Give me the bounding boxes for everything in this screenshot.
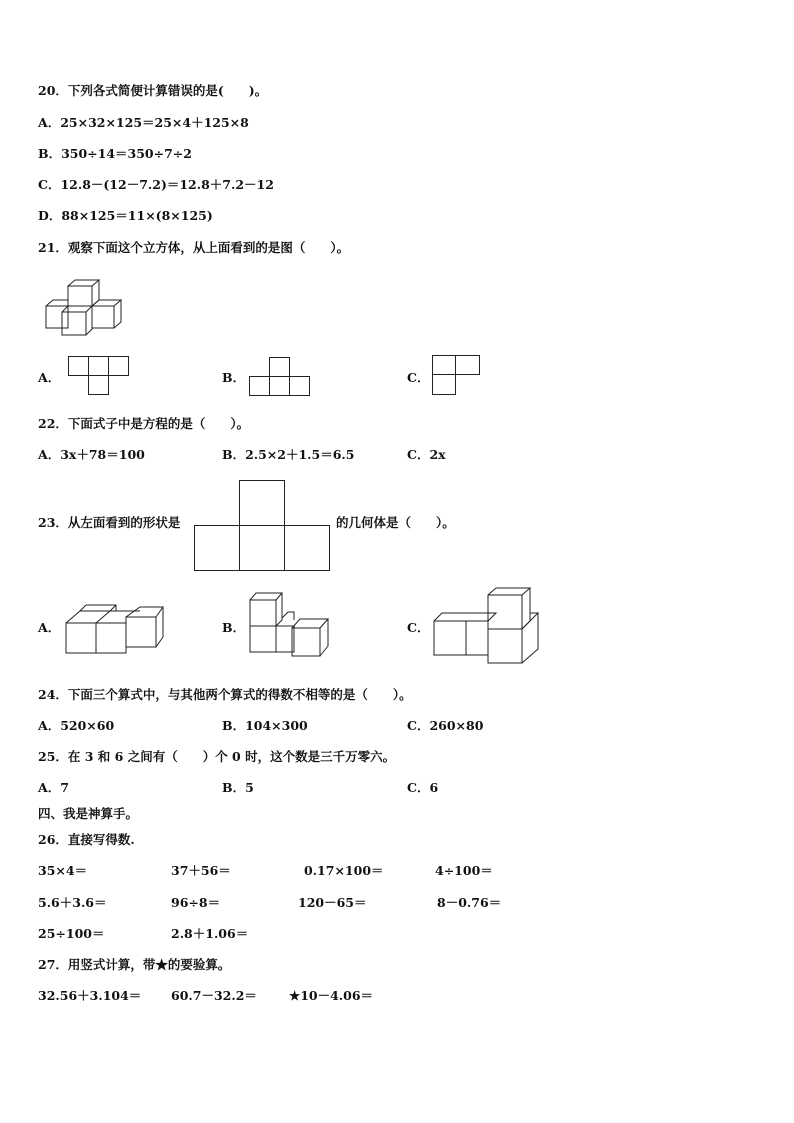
q21-cube-figure (44, 278, 124, 338)
q23-option-b-figure (248, 590, 338, 662)
q27-item: ★10－4.06＝ (289, 988, 374, 1003)
q23-option-a-label: A． (38, 620, 61, 635)
q21-option-a-label: A． (38, 370, 61, 385)
q26-item: 4÷100＝ (435, 863, 493, 878)
q22-stem: 22．下面式子中是方程的是（ ）。 (38, 416, 250, 431)
q26-item: 0.17×100＝ (304, 863, 384, 878)
q23-option-c-label: C． (407, 620, 430, 635)
q21-option-c-figure (432, 355, 482, 397)
q20-option-b: B．350÷14＝350÷7÷2 (38, 146, 192, 161)
q25-option-c: C．6 (407, 780, 439, 795)
q27-item: 60.7－32.2＝ (171, 988, 257, 1003)
q20-option-c: C．12.8－(12－7.2)＝12.8＋7.2－12 (38, 177, 274, 192)
q20-stem: 20．下列各式简便计算错误的是( )。 (38, 83, 268, 98)
q24-option-b: B．104×300 (222, 718, 308, 733)
q20-option-d: D．88×125＝11×(8×125) (38, 208, 213, 223)
q23-stem-after: 的几何体是（ ）。 (336, 515, 455, 530)
q21-option-b-figure (249, 357, 311, 397)
q26-item: 5.6＋3.6＝ (38, 895, 107, 910)
q23-left-view-figure (193, 479, 333, 573)
q25-option-b: B．5 (222, 780, 254, 795)
section-heading: 四、我是神算手。 (38, 806, 139, 821)
q23-option-c-figure (432, 587, 544, 665)
q26-item: 25÷100＝ (38, 926, 105, 941)
q23-option-a-figure (64, 603, 166, 657)
q25-option-a: A．7 (38, 780, 69, 795)
q23-option-b-label: B． (222, 620, 246, 635)
q22-option-c: C．2x (407, 447, 446, 462)
q23-stem-before: 23．从左面看到的形状是 (38, 515, 181, 530)
q21-option-b-label: B． (222, 370, 246, 385)
q27-item: 32.56＋3.104＝ (38, 988, 142, 1003)
q24-stem: 24．下面三个算式中，与其他两个算式的得数不相等的是（ ）。 (38, 687, 412, 702)
q26-item: 2.8＋1.06＝ (171, 926, 249, 941)
q21-option-a-figure (68, 356, 130, 396)
q26-item: 8－0.76＝ (437, 895, 502, 910)
q26-item: 35×4＝ (38, 863, 88, 878)
q26-item: 120－65＝ (298, 895, 367, 910)
q26-item: 37＋56＝ (171, 863, 231, 878)
q25-stem: 25．在 3 和 6 之间有（ ）个 0 时，这个数是三千万零六。 (38, 749, 396, 764)
q24-option-c: C．260×80 (407, 718, 484, 733)
q21-option-c-label: C． (407, 370, 430, 385)
q21-stem: 21．观察下面这个立方体，从上面看到的是图（ ）。 (38, 240, 350, 255)
q26-item: 96÷8＝ (171, 895, 221, 910)
q22-option-a: A．3x＋78＝100 (38, 447, 145, 462)
q27-stem: 27．用竖式计算，带★的要验算。 (38, 957, 231, 972)
q26-stem: 26．直接写得数. (38, 832, 135, 847)
q24-option-a: A．520×60 (38, 718, 115, 733)
q20-option-a: A．25×32×125＝25×4＋125×8 (38, 115, 249, 130)
q22-option-b: B．2.5×2＋1.5＝6.5 (222, 447, 355, 462)
